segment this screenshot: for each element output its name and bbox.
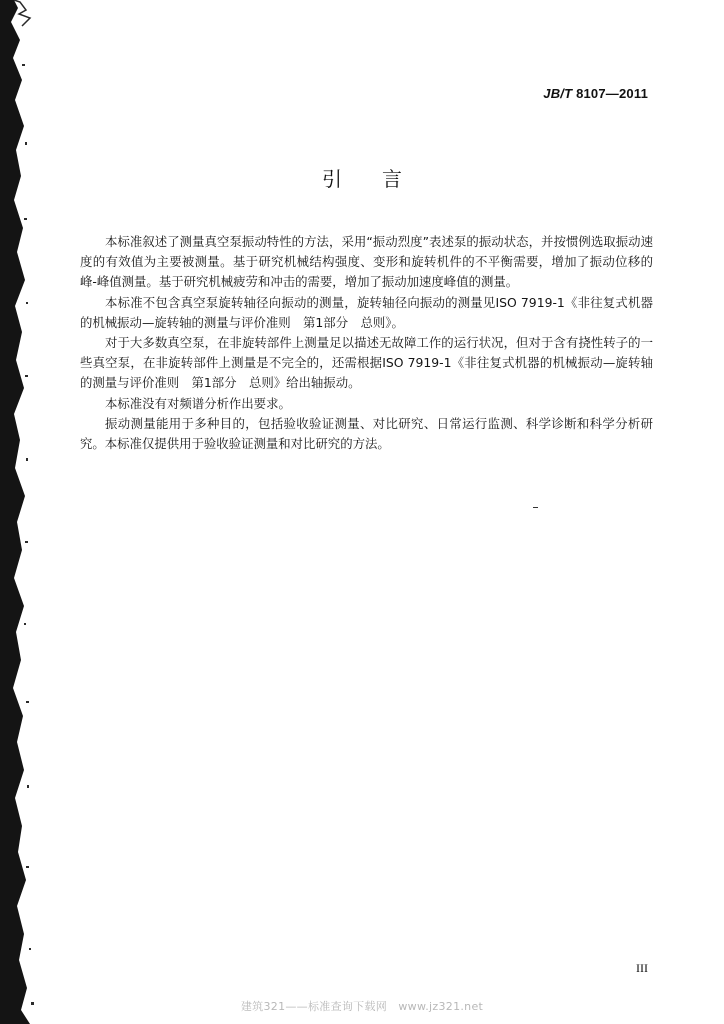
scan-edge-graphic — [0, 0, 40, 1024]
standard-code-number: 8107—2011 — [572, 86, 648, 101]
standard-code-prefix: JB/T — [543, 86, 573, 101]
paragraph: 本标准不包含真空泵旋转轴径向振动的测量，旋转轴径向振动的测量见ISO 7919-1《非往复式机器的机械振动—旋转轴的测量与评价准则 第1部分 总则》。 — [80, 294, 653, 330]
paragraph: 对于大多数真空泵，在非旋转部件上测量足以描述无故障工作的运行状况，但对于含有挠性转子的一些真空泵，在非旋转部件上测量是不完全的，还需根据ISO 7919-1《非往复式机器的机械振动—旋转轴的测量与评价准则 第1部分 总则》给出轴振动。 — [80, 335, 653, 391]
paragraph: 本标准没有对频谱分析作出要求。 — [105, 395, 291, 411]
scan-speck — [533, 507, 538, 508]
paragraph: 振动测量能用于多种目的，包括验收验证测量、对比研究、日常运行监测、科学诊断和科学分析研究。本标准仅提供用于验收验证测量和对比研究的方法。 — [80, 415, 653, 452]
paragraph: 本标准叙述了测量真空泵振动特性的方法，采用“振动烈度”表述泵的振动状态，并按惯例选取振动速度的有效值为主要被测量。基于研究机械结构强度、变形和旋转机件的不平衡需要，增加了振动位移的峰-峰值测量。基于研究机械疲劳和冲击的需要，增加了振动加速度峰值的测量。 — [80, 234, 653, 290]
standard-code — [543, 86, 648, 101]
body-text — [80, 232, 653, 454]
page-number: III — [636, 961, 648, 975]
footer-watermark: 建筑321——标准查询下载网 www.jz321.net — [240, 1000, 484, 1013]
section-title: 引言 — [322, 167, 442, 191]
scan-edge-shadow — [0, 0, 40, 1024]
